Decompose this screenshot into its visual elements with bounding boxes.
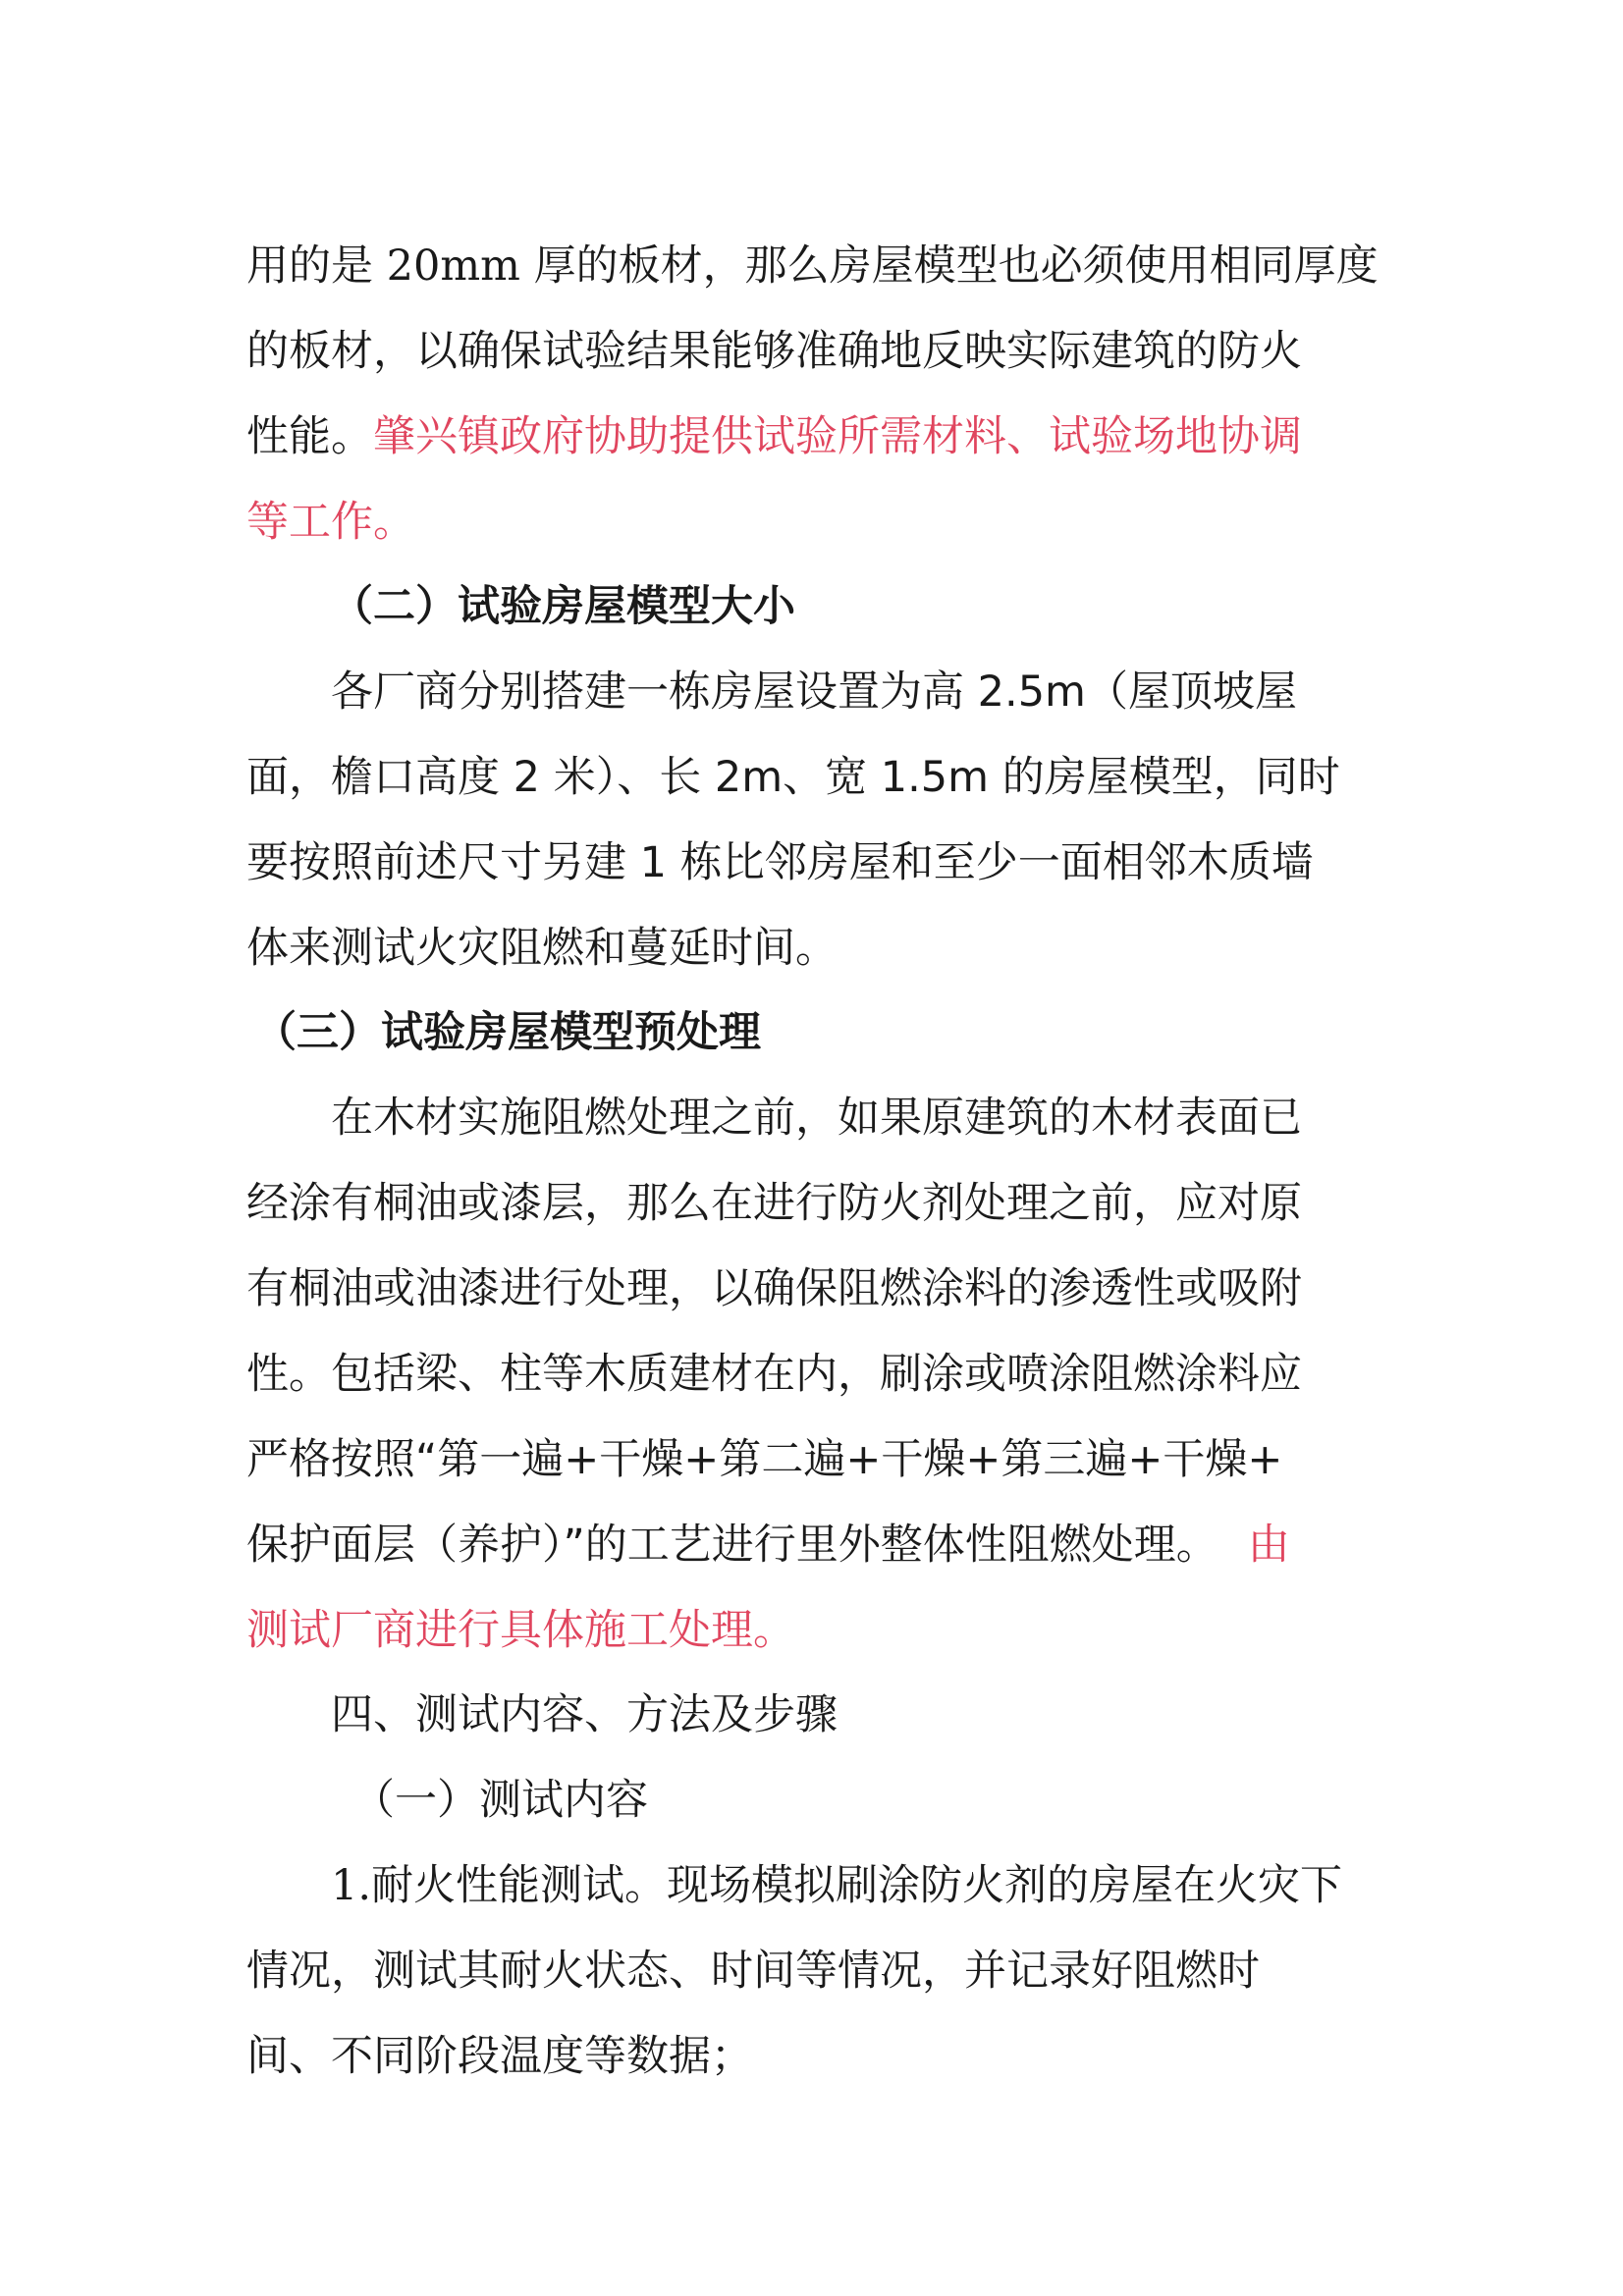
- highlight-line: 测试厂商进行具体施工处理。: [246, 1606, 795, 1655]
- text-run: 性能。: [246, 412, 373, 461]
- chapter-heading: 四、测试内容、方法及步骤: [331, 1690, 838, 1739]
- paragraph-line: 体来测试火灾阻燃和蔓延时间。: [246, 924, 838, 973]
- paragraph-line: [246, 239, 1379, 294]
- paragraph-line: 经涂有桐油或漆层，那么在进行防火剂处理之前，应对原: [246, 1179, 1302, 1228]
- text-run: 现场模拟刷涂防火剂的房屋在火灾下: [667, 1861, 1343, 1910]
- paragraph-line: 严格按照“第一遍+干燥+第二遍+干燥+第三遍+干燥+: [246, 1435, 1283, 1484]
- paragraph-line: 间、不同阶段温度等数据；: [246, 2032, 753, 2081]
- section-heading: （三）试验房屋模型预处理: [254, 1008, 761, 1057]
- highlight-text: 肇兴镇政府协助提供试验所需材料、试验场地协调: [373, 412, 1302, 461]
- text-run: 厚的板材，那么房屋模型也必须使用相同厚度: [519, 241, 1379, 291]
- paragraph-line: 的板材，以确保试验结果能够准确地反映实际建筑的防火: [246, 327, 1302, 376]
- text-run: 保护面层（养护）”的工艺进行里外整体性阻燃处理。: [246, 1521, 1218, 1570]
- text-run: 用的是: [246, 241, 387, 291]
- paragraph-line: 各厂商分别搭建一栋房屋设置为高 2.5m（屋顶坡屋: [331, 667, 1297, 717]
- subsection-heading: （一）测试内容: [352, 1776, 648, 1825]
- paragraph-line: 要按照前述尺寸另建 1 栋比邻房屋和至少一面相邻木质墙: [246, 838, 1314, 887]
- highlight-line: 等工作。: [246, 498, 415, 547]
- section-heading: （二）试验房屋模型大小: [331, 582, 795, 631]
- text-run: 20mm: [386, 241, 520, 291]
- paragraph-line: [246, 409, 1302, 464]
- paragraph-line: 在木材实施阻燃处理之前，如果原建筑的木材表面已: [331, 1094, 1302, 1143]
- paragraph-line: [246, 1518, 1290, 1573]
- paragraph-line: 有桐油或油漆进行处理，以确保阻燃涂料的渗透性或吸附: [246, 1264, 1302, 1313]
- highlight-text: 由: [1247, 1521, 1290, 1570]
- paragraph-line: 情况，测试其耐火状态、时间等情况，并记录好阻燃时: [246, 1947, 1260, 1996]
- text-run: 1.耐火性能测试。: [331, 1861, 668, 1910]
- paragraph-line: 性。包括梁、柱等木质建材在内，刷涂或喷涂阻燃涂料应: [246, 1350, 1302, 1399]
- paragraph-line: 面，檐口高度 2 米）、长 2m、宽 1.5m 的房屋模型，同时: [246, 753, 1340, 802]
- paragraph-line: [331, 1858, 1342, 1913]
